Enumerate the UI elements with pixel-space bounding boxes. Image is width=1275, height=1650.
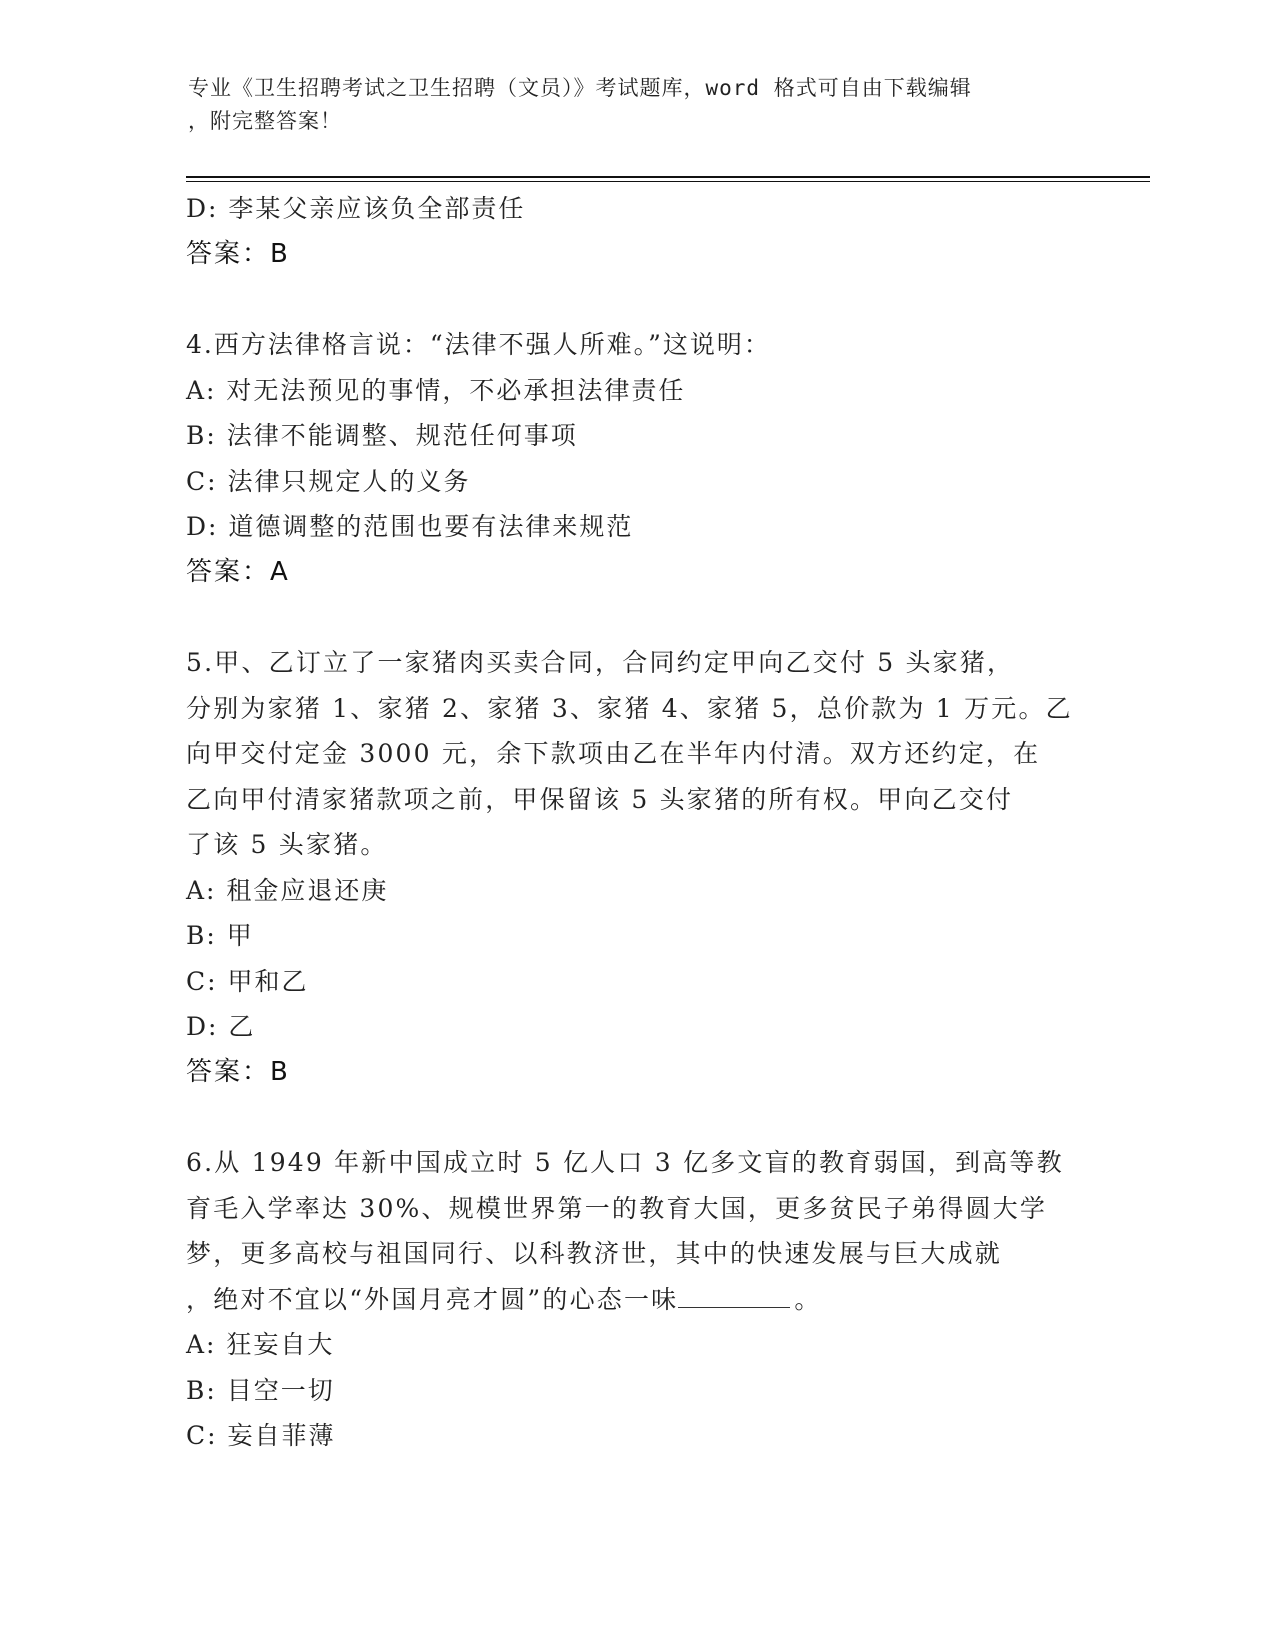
question-6 [186, 1140, 1086, 1459]
q6-option-b: B: 目空一切 [186, 1375, 335, 1405]
q4-answer: 答案：A [186, 556, 290, 587]
fill-in-blank [678, 1283, 790, 1308]
q3-option-d: D: 李某父亲应该负全部责任 [186, 194, 526, 223]
header-divider-thick [186, 176, 1150, 178]
q5-stem-line-1: 5.甲、乙订立了一家猪肉买卖合同，合同约定甲向乙交付 5 头家猪， [186, 648, 1015, 677]
q5-option-a: A: 租金应退还庚 [186, 875, 389, 905]
q4-option-d: D: 道德调整的范围也要有法律来规范 [186, 512, 634, 541]
q5-option-c: C: 甲和乙 [186, 966, 309, 996]
document-body [186, 186, 1086, 1459]
q6-stem-last-period: 。 [794, 1284, 822, 1314]
q6-option-a: A: 狂妄自大 [186, 1330, 335, 1359]
spacer [186, 277, 1086, 322]
q4-stem: 4.西方法律格言说：“法律不强人所难。”这说明： [186, 330, 771, 359]
header-line-1: 专业《卫生招聘考试之卫生招聘（文员）》考试题库，word 格式可自由下载编辑 [188, 76, 972, 100]
q5-stem-line-3: 向甲交付定金 3000 元，余下款项由乙在半年内付清。双方还约定，在 [186, 739, 1041, 768]
question-4 [186, 322, 1086, 595]
q6-stem-line-1: 6.从 1949 年新中国成立时 5 亿人口 3 亿多文盲的教育弱国，到高等教 [186, 1148, 1064, 1177]
q4-option-b: B: 法律不能调整、规范任何事项 [186, 421, 578, 450]
q6-stem-line-3: 梦，更多高校与祖国同行、以科教济世，其中的快速发展与巨大成就 [186, 1239, 1003, 1268]
q5-stem-line-4: 乙向甲付清家猪款项之前，甲保留该 5 头家猪的所有权。甲向乙交付 [186, 784, 1014, 814]
q5-answer: 答案：B [186, 1056, 290, 1087]
q6-stem-line-4 [186, 1277, 1086, 1323]
q5-option-d: D: 乙 [186, 1012, 256, 1041]
q4-option-c: C: 法律只规定人的义务 [186, 466, 471, 496]
q5-stem-line-5: 了该 5 头家猪。 [186, 830, 388, 859]
header-divider-thin [186, 181, 1150, 182]
spacer [186, 595, 1086, 640]
question-5 [186, 640, 1086, 1095]
q6-stem-line-2: 育毛入学率达 30%、规模世界第一的教育大国，更多贫民子弟得圆大学 [186, 1193, 1048, 1223]
document-header [188, 72, 1088, 138]
q3-answer: 答案：B [186, 238, 290, 269]
q4-option-a: A: 对无法预见的事情，不必承担法律责任 [186, 375, 686, 405]
q5-option-b: B: 甲 [186, 921, 254, 950]
spacer [186, 1095, 1086, 1140]
q6-option-c: C: 妄自菲薄 [186, 1421, 336, 1450]
q6-stem-last-text: ，绝对不宜以“外国月亮才圆”的心态一味 [186, 1284, 679, 1314]
question-3-tail [186, 186, 1086, 277]
header-line-2: ，附完整答案！ [188, 109, 342, 133]
q5-stem-line-2: 分别为家猪 1、家猪 2、家猪 3、家猪 4、家猪 5，总价款为 1 万元。乙 [186, 693, 1073, 723]
